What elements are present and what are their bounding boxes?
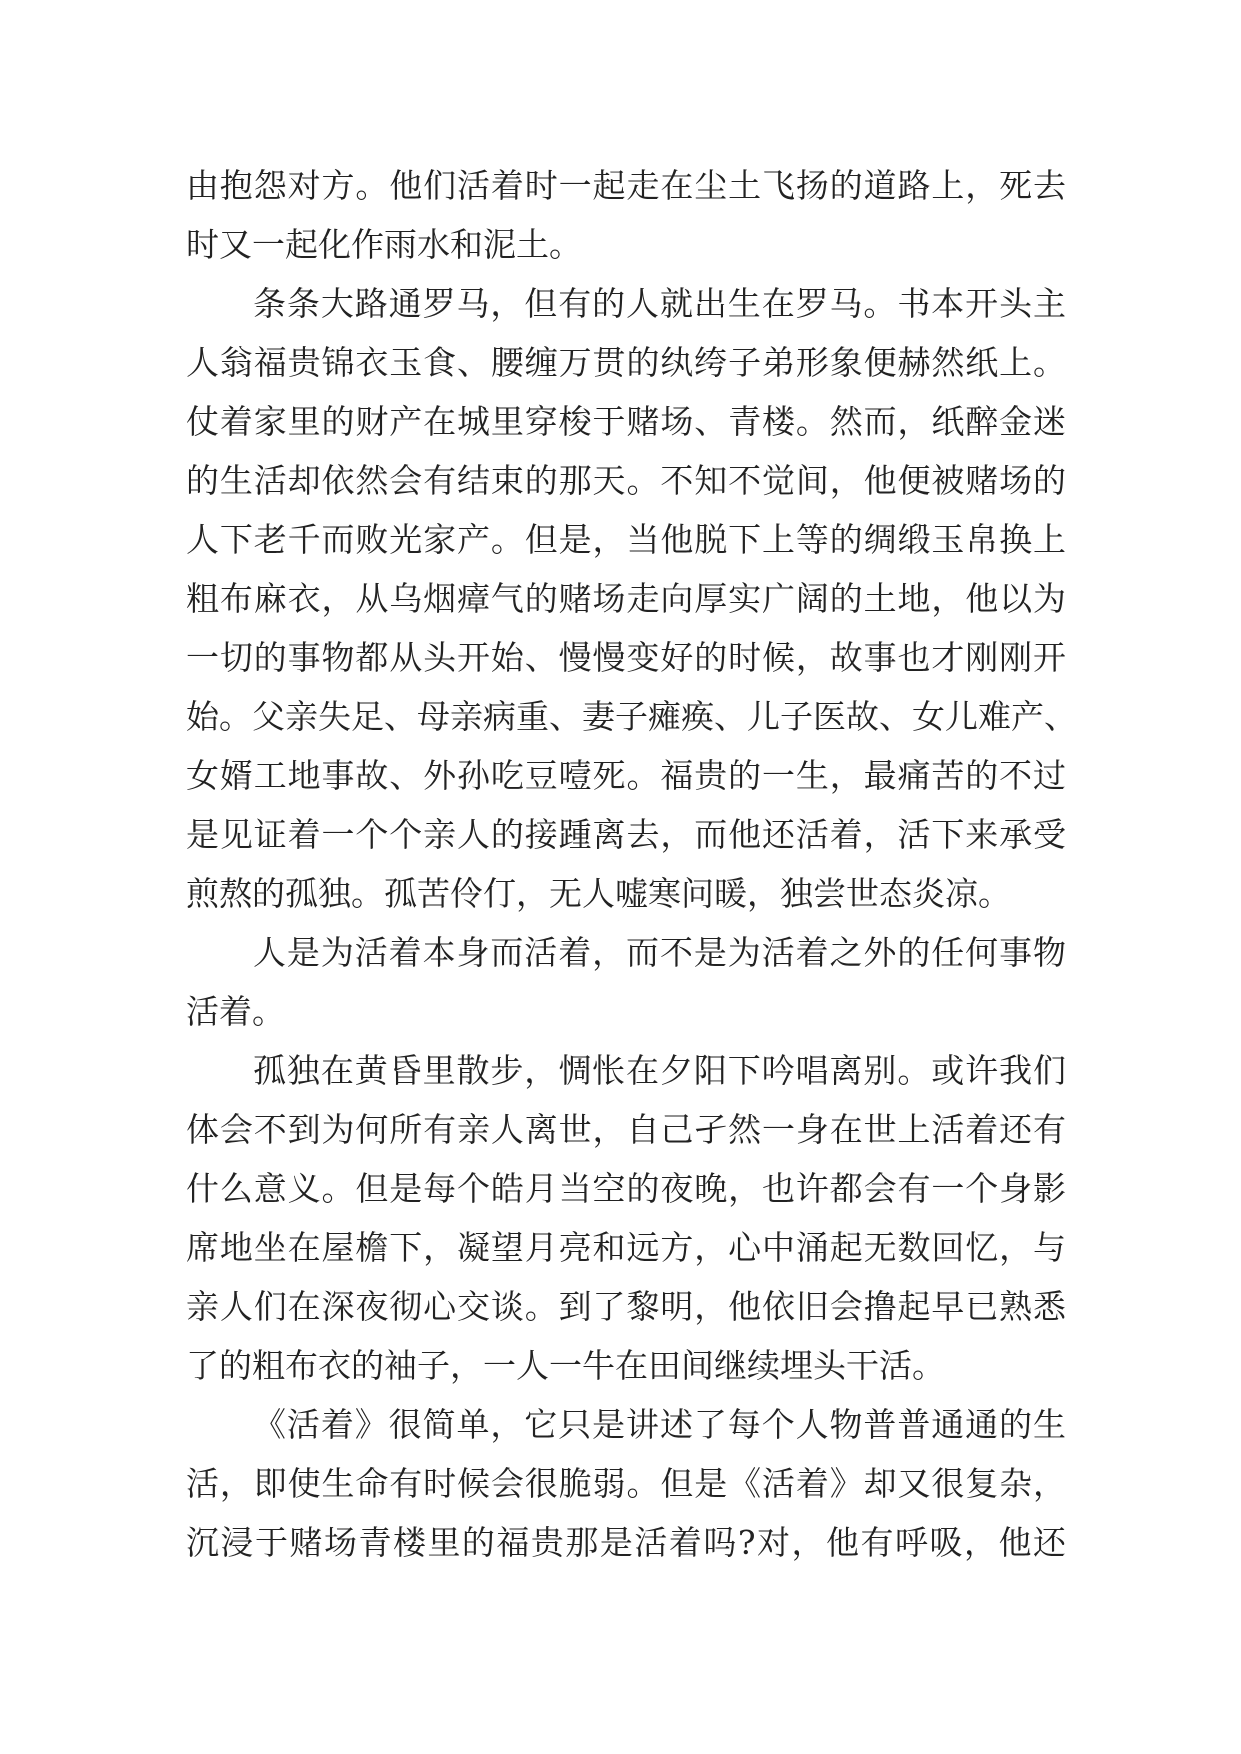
text-line: 人翁福贵锦衣玉食、腰缠万贯的纨绔子弟形象便赫然纸上。 (186, 343, 1066, 382)
text-line: 的生活却依然会有结束的那天。不知不觉间，他便被赌场的 (186, 461, 1066, 500)
text-line: 孤独在黄昏里散步，惆怅在夕阳下吟唱离别。或许我们 (253, 1051, 1066, 1090)
text-line: 《活着》很简单，它只是讲述了每个人物普普通通的生 (253, 1405, 1066, 1444)
text-line: 人下老千而败光家产。但是，当他脱下上等的绸缎玉帛换上 (186, 520, 1066, 559)
text-line: 活，即使生命有时候会很脆弱。但是《活着》却又很复杂， (186, 1464, 1066, 1503)
text-line: 亲人们在深夜彻心交谈。到了黎明，他依旧会撸起早已熟悉 (186, 1287, 1066, 1326)
text-line: 人是为活着本身而活着，而不是为活着之外的任何事物 (253, 933, 1066, 972)
text-line: 仗着家里的财产在城里穿梭于赌场、青楼。然而，纸醉金迷 (186, 402, 1066, 441)
text-line: 粗布麻衣，从乌烟瘴气的赌场走向厚实广阔的土地，他以为 (186, 579, 1066, 618)
text-line: 活着。 (186, 992, 285, 1031)
text-line: 煎熬的孤独。孤苦伶仃，无人嘘寒问暖，独尝世态炎凉。 (186, 874, 1011, 913)
text-line: 体会不到为何所有亲人离世，自己孑然一身在世上活着还有 (186, 1110, 1066, 1149)
text-line: 沉浸于赌场青楼里的福贵那是活着吗?对，他有呼吸，他还 (186, 1523, 1066, 1562)
text-line: 由抱怨对方。他们活着时一起走在尘土飞扬的道路上，死去 (186, 166, 1066, 205)
text-line: 是见证着一个个亲人的接踵离去，而他还活着，活下来承受 (186, 815, 1066, 854)
text-line: 女婿工地事故、外孙吃豆噎死。福贵的一生，最痛苦的不过 (186, 756, 1066, 795)
text-line: 时又一起化作雨水和泥土。 (186, 225, 582, 264)
text-line: 条条大路通罗马，但有的人就出生在罗马。书本开头主 (253, 284, 1066, 323)
body-text (186, 156, 1077, 1572)
text-line: 始。父亲失足、母亲病重、妻子瘫痪、儿子医故、女儿难产、 (186, 697, 1077, 736)
text-line: 席地坐在屋檐下，凝望月亮和远方，心中涌起无数回忆，与 (186, 1228, 1066, 1267)
text-line: 什么意义。但是每个皓月当空的夜晚，也许都会有一个身影 (186, 1169, 1066, 1208)
text-line: 了的粗布衣的袖子，一人一牛在田间继续埋头干活。 (186, 1346, 945, 1385)
text-line: 一切的事物都从头开始、慢慢变好的时候，故事也才刚刚开 (186, 638, 1066, 677)
